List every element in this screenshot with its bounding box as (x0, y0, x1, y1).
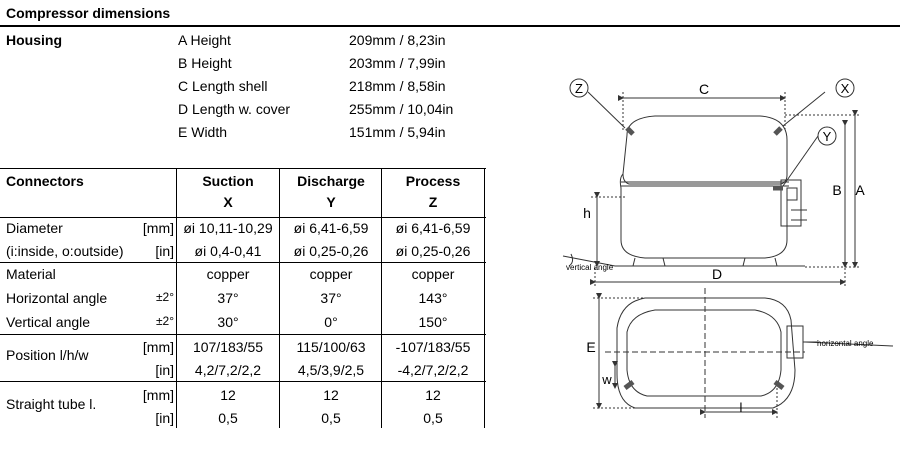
table-cell: 37° (217, 290, 239, 306)
title-divider (0, 25, 900, 27)
table-cell: 12 (220, 387, 236, 403)
table-cell: øi 6,41-6,59 (395, 220, 471, 236)
table-cell: øi 6,41-6,59 (293, 220, 369, 236)
unit-label: ±2° (155, 314, 174, 328)
housing-label: Housing (6, 32, 62, 48)
unit-label: [in] (155, 243, 174, 259)
col-header-name: Suction (202, 173, 254, 189)
table-rule (0, 168, 486, 169)
dim-label-w: w (602, 372, 612, 387)
dim-label-h: h (583, 205, 591, 221)
table-cell: 107/183/55 (192, 339, 264, 355)
table-cell: 0° (324, 314, 338, 330)
dim-label-d: D (711, 266, 723, 282)
unit-label: ±2° (155, 290, 174, 304)
table-cell: copper (309, 266, 353, 282)
col-header-code: Z (428, 194, 438, 210)
connectors-header: Connectors (6, 173, 84, 189)
table-rule (0, 334, 486, 335)
housing-row-name: D Length w. cover (178, 101, 291, 117)
row-label: Material (6, 266, 56, 282)
table-cell: 30° (217, 314, 239, 330)
unit-label: [in] (155, 410, 174, 426)
page-title: Compressor dimensions (6, 5, 171, 21)
table-cell: copper (206, 266, 250, 282)
table-rule (0, 381, 486, 382)
unit-label: [mm] (142, 220, 174, 236)
table-rule (381, 168, 382, 428)
horizontal-angle-label: horizontal angle (817, 339, 874, 348)
table-cell: øi 0,4-0,41 (194, 243, 262, 259)
row-label: Position l/h/w (6, 347, 89, 363)
table-cell: 115/100/63 (296, 339, 366, 355)
table-rule (0, 217, 486, 218)
housing-row-value: 218mm / 8,58in (349, 78, 446, 94)
side-view (563, 92, 860, 288)
row-label: Vertical angle (6, 314, 91, 330)
housing-row-value: 255mm / 10,04in (349, 101, 454, 117)
table-cell: 12 (425, 387, 441, 403)
vertical-angle-label: vertical angle (566, 263, 614, 272)
table-cell: 4,2/7,2/2,2 (194, 362, 262, 378)
housing-row-name: B Height (178, 55, 232, 71)
dim-label-b: B (832, 182, 842, 198)
table-cell: øi 10,11-10,29 (183, 220, 273, 236)
table-rule (279, 168, 280, 428)
dim-label-a: A (855, 182, 865, 198)
row-label: Horizontal angle (6, 290, 108, 306)
table-cell: -4,2/7,2/2,2 (397, 362, 469, 378)
col-header-name: Discharge (297, 173, 365, 189)
housing-row-name: C Length shell (178, 78, 268, 94)
table-cell: 0,5 (321, 410, 341, 426)
table-cell: øi 0,25-0,26 (395, 243, 471, 259)
compressor-drawing (555, 70, 900, 430)
label-x: X (840, 81, 850, 96)
table-cell: 0,5 (423, 410, 443, 426)
table-cell: 12 (323, 387, 339, 403)
table-cell: 0,5 (218, 410, 238, 426)
housing-row-value: 209mm / 8,23in (349, 32, 446, 48)
col-header-name: Process (405, 173, 461, 189)
table-cell: 150° (418, 314, 448, 330)
unit-label: [mm] (142, 387, 174, 403)
table-cell: -107/183/55 (395, 339, 471, 355)
dim-label-c: C (698, 81, 710, 97)
unit-label: [mm] (142, 339, 174, 355)
unit-label: [in] (155, 362, 174, 378)
housing-row-value: 151mm / 5,94in (349, 124, 446, 140)
table-rule (484, 168, 485, 428)
table-rule (176, 168, 177, 428)
label-y: Y (822, 129, 832, 144)
row-sublabel: (i:inside, o:outside) (6, 243, 124, 259)
housing-row-name: A Height (178, 32, 231, 48)
table-cell: 4,5/3,9/2,5 (297, 362, 365, 378)
top-view (593, 288, 893, 418)
table-cell: copper (411, 266, 455, 282)
row-label: Straight tube l. (6, 396, 97, 412)
table-cell: 143° (418, 290, 448, 306)
dim-label-e: E (586, 339, 596, 355)
col-header-code: X (223, 194, 233, 210)
col-header-code: Y (326, 194, 336, 210)
row-label: Diameter (6, 220, 63, 236)
table-cell: 37° (320, 290, 342, 306)
housing-row-name: E Width (178, 124, 228, 140)
dim-label-l: l (739, 400, 743, 415)
housing-row-value: 203mm / 7,99in (349, 55, 446, 71)
table-cell: øi 0,25-0,26 (293, 243, 369, 259)
label-z: Z (575, 81, 583, 96)
table-rule (0, 262, 486, 263)
